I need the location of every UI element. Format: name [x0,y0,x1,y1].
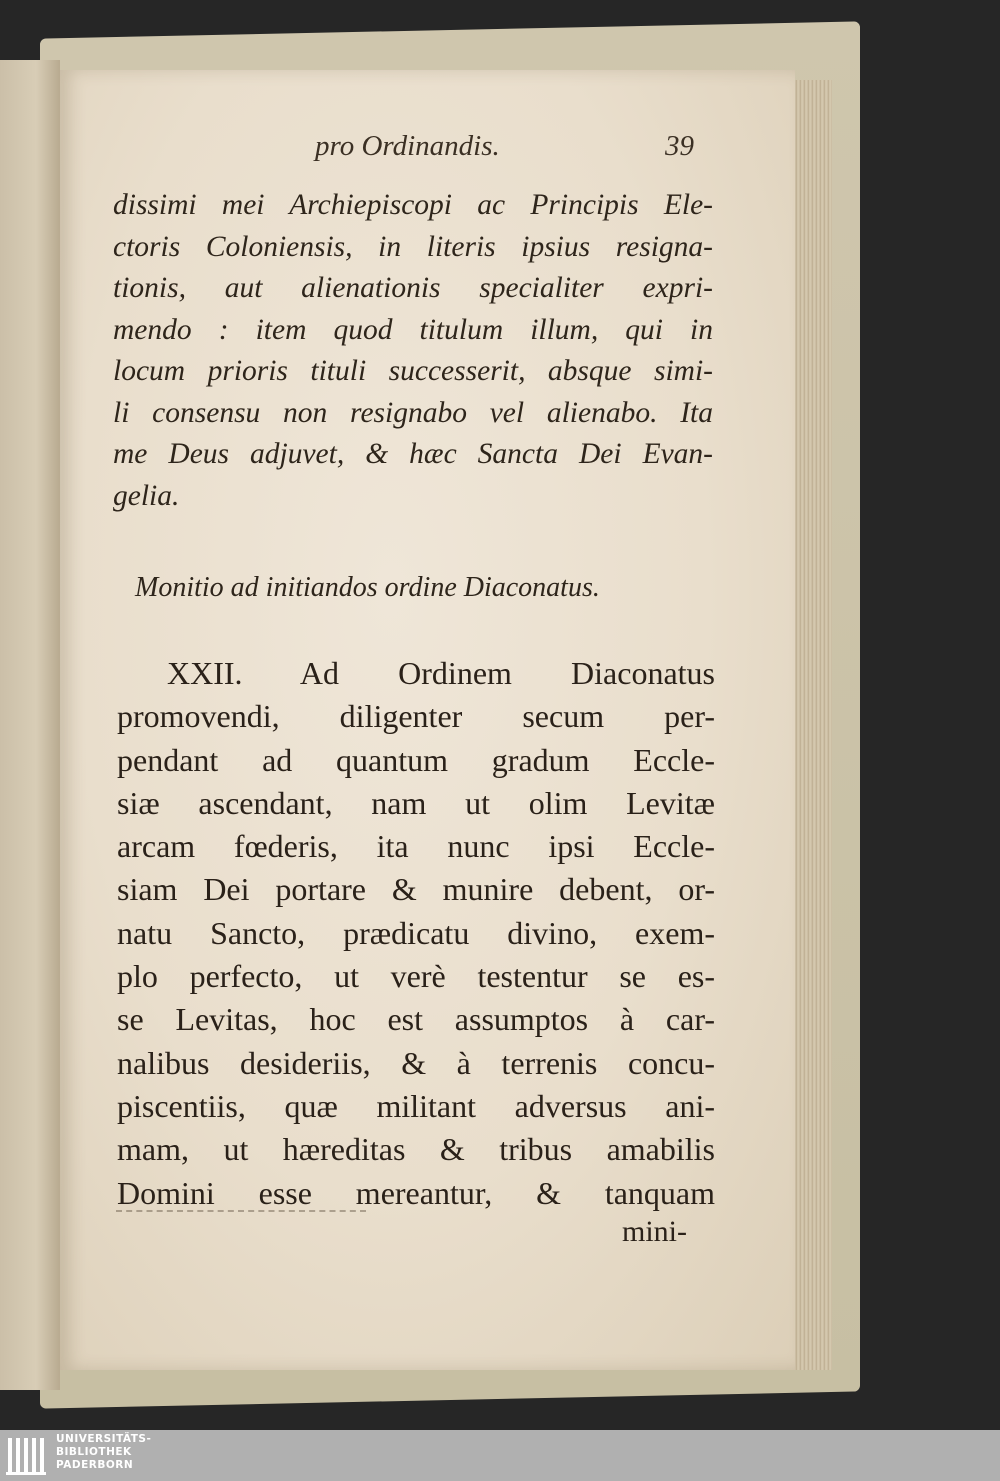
text-line: ctoris Coloniensis, in literis ipsius resigna- [113,230,713,263]
text-line: XXII. Ad Ordinem Diaconatus [167,655,715,691]
text-line: nalibus desideriis, & à terrenis concu- [117,1044,715,1081]
text-line: Domini esse mereantur, & tanquam [117,1174,715,1211]
library-name-line: PADERBORN [56,1459,134,1471]
text-line: siæ ascendant, nam ut olim Levitæ [117,784,715,821]
catchword: mini- [622,1215,687,1248]
library-footer [0,1430,1000,1481]
text-line: locum prioris tituli successerit, absque simi- [113,355,713,387]
page-stack-edge [790,80,832,1370]
text-line: gelia. [113,479,180,512]
text-line: siam Dei portare & munire debent, or- [117,871,715,908]
oath-paragraph [113,185,713,517]
text-line: mendo : item quod titulum illum, qui in [113,313,713,346]
text-line: pendant ad quantum gradum Eccle- [117,741,715,778]
page-number: 39 [665,130,694,162]
text-line: promovendi, diligenter secum per- [117,698,715,735]
running-head [60,130,795,170]
text-line: li consensu non resignabo vel alienabo. Ita [113,396,713,429]
bleed-through-mark [116,1210,366,1212]
running-title: pro Ordinandis. [315,130,500,162]
section-paragraph [117,652,715,1215]
text-line: tionis, aut alienationis specialiter expri- [113,272,713,304]
library-logo-icon [4,1432,48,1479]
text-line: arcam fœderis, ita nunc ipsi Eccle- [117,828,715,865]
text-line: dissimi mei Archiepiscopi ac Principis Ele- [113,189,713,221]
section-heading: Monitio ad initiandos ordine Diaconatus. [135,572,600,603]
text-line: plo perfecto, ut verè testentur se es- [117,958,715,995]
text-line: me Deus adjuvet, & hæc Sancta Dei Evan- [113,438,713,470]
facing-page-edge [0,60,60,1390]
library-name-line: UNIVERSITÄTS- [56,1433,152,1445]
text-line: natu Sancto, prædicatu divino, exem- [117,914,715,951]
text-line: mam, ut hæreditas & tribus amabilis [117,1131,715,1168]
text-line: piscentiis, quæ militant adversus ani- [117,1087,715,1124]
library-name [56,1433,151,1472]
library-name-line: BIBLIOTHEK [56,1446,132,1458]
text-line: se Levitas, hoc est assumptos à car- [117,1001,715,1038]
